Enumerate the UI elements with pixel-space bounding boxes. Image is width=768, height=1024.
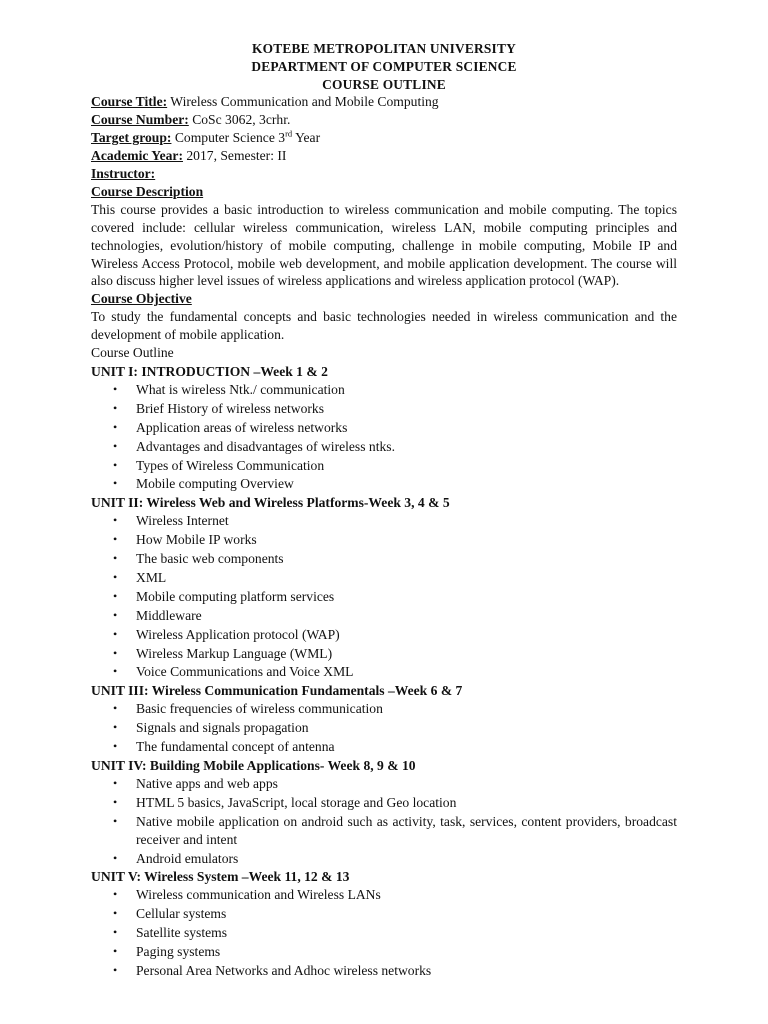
course-title-field (91, 93, 677, 111)
bullet-icon: • (113, 794, 118, 809)
bullet-icon: • (113, 925, 118, 940)
list-item-text: Native apps and web apps (136, 775, 278, 791)
unit-topic-list (91, 700, 677, 756)
bullet-icon: • (113, 513, 118, 528)
list-item (91, 626, 677, 644)
list-item-text: What is wireless Ntk./ communication (136, 381, 345, 397)
list-item-text: Middleware (136, 607, 202, 623)
list-item-text: Application areas of wireless networks (136, 419, 348, 435)
bullet-icon: • (113, 944, 118, 959)
university-name: KOTEBE METROPOLITAN UNIVERSITY (252, 41, 516, 56)
instructor-label: Instructor: (91, 166, 156, 182)
list-item-text: Personal Area Networks and Adhoc wireless networks (136, 962, 432, 978)
unit-heading: UNIT I: INTRODUCTION –Week 1 & 2 (91, 363, 328, 379)
list-item-text: The fundamental concept of antenna (136, 739, 335, 755)
course-title-label: Course Title: (91, 94, 168, 110)
list-item-text: How Mobile IP works (136, 532, 257, 548)
list-item-text: Satellite systems (136, 925, 227, 941)
bullet-icon: • (113, 457, 118, 472)
bullet-icon: • (113, 645, 118, 660)
bullet-icon: • (113, 381, 118, 396)
bullet-icon: • (113, 962, 118, 977)
list-item-text: Types of Wireless Communication (136, 457, 325, 473)
bullet-icon: • (113, 588, 118, 603)
list-item-text: HTML 5 basics, JavaScript, local storage and Geo location (136, 794, 457, 810)
course-number-value: CoSc 3062, 3crhr. (188, 112, 291, 128)
list-item (91, 663, 677, 681)
target-group-label: Target group: (91, 130, 172, 146)
bullet-icon: • (113, 400, 118, 415)
target-group-ordinal: rd (285, 128, 293, 139)
list-item-text: Paging systems (136, 944, 221, 960)
bullet-icon: • (113, 551, 118, 566)
list-item (91, 550, 677, 568)
list-item (91, 775, 677, 793)
academic-year-value: 2017, Semester: II (182, 148, 287, 164)
list-item (91, 924, 677, 942)
bullet-icon: • (113, 532, 118, 547)
list-item-text: Advantages and disadvantages of wireless ntks. (136, 438, 395, 454)
list-item (91, 813, 677, 849)
course-objective-text: To study the fundamental concepts and basic technologies needed in wireless communication and the development of mobile application. (91, 309, 677, 343)
list-item-text: XML (136, 569, 167, 585)
list-item-text: Native mobile application on android such as activity, task, services, content providers, broadcast receiver and intent (136, 813, 677, 847)
course-outline-document (91, 40, 677, 981)
course-title-value: Wireless Communication and Mobile Computing (167, 94, 439, 110)
academic-year-field (91, 147, 677, 165)
list-item-text: Brief History of wireless networks (136, 400, 325, 416)
list-item (91, 381, 677, 399)
list-item (91, 738, 677, 756)
course-outline-label: Course Outline (91, 345, 174, 361)
list-item-text: Basic frequencies of wireless communication (136, 701, 383, 717)
units-list (91, 363, 677, 980)
unit-heading: UNIT V: Wireless System –Week 11, 12 & 13 (91, 869, 350, 885)
list-item (91, 419, 677, 437)
list-item-text: Wireless Internet (136, 513, 229, 529)
bullet-icon: • (113, 569, 118, 584)
unit-heading: UNIT III: Wireless Communication Fundamentals –Week 6 & 7 (91, 683, 463, 699)
list-item-text: Wireless communication and Wireless LANs (136, 887, 381, 903)
list-item (91, 438, 677, 456)
bullet-icon: • (113, 701, 118, 716)
target-group-suffix: Year (292, 130, 321, 146)
list-item-text: The basic web components (136, 551, 284, 567)
list-item-text: Signals and signals propagation (136, 720, 309, 736)
course-number-label: Course Number: (91, 112, 189, 128)
department-name: DEPARTMENT OF COMPUTER SCIENCE (251, 58, 517, 74)
list-item (91, 400, 677, 418)
unit-heading: UNIT IV: Building Mobile Applications- Week 8, 9 & 10 (91, 758, 416, 774)
list-item-text: Mobile computing platform services (136, 588, 335, 604)
target-group-value: Computer Science 3 (171, 130, 286, 146)
bullet-icon: • (113, 813, 118, 828)
unit-topic-list (91, 381, 677, 493)
list-item-text: Mobile computing Overview (136, 476, 294, 492)
list-item (91, 588, 677, 606)
list-item (91, 531, 677, 549)
bullet-icon: • (113, 664, 118, 679)
bullet-icon: • (113, 775, 118, 790)
list-item (91, 850, 677, 868)
list-item-text: Cellular systems (136, 906, 227, 922)
list-item (91, 943, 677, 961)
list-item (91, 457, 677, 475)
list-item (91, 607, 677, 625)
target-group-field (91, 129, 677, 147)
list-item (91, 700, 677, 718)
list-item (91, 645, 677, 663)
list-item (91, 475, 677, 493)
bullet-icon: • (113, 419, 118, 434)
academic-year-label: Academic Year: (91, 148, 183, 164)
unit-heading: UNIT II: Wireless Web and Wireless Platforms-Week 3, 4 & 5 (91, 495, 450, 511)
list-item-text: Wireless Markup Language (WML) (136, 645, 333, 661)
list-item (91, 905, 677, 923)
bullet-icon: • (113, 438, 118, 453)
list-item-text: Wireless Application protocol (WAP) (136, 626, 340, 642)
unit-topic-list (91, 886, 677, 980)
bullet-icon: • (113, 720, 118, 735)
bullet-icon: • (113, 887, 118, 902)
bullet-icon: • (113, 476, 118, 491)
document-title: COURSE OUTLINE (322, 76, 446, 92)
list-item (91, 886, 677, 904)
unit-topic-list (91, 775, 677, 868)
list-item-text: Android emulators (136, 850, 239, 866)
bullet-icon: • (113, 906, 118, 921)
list-item (91, 794, 677, 812)
list-item-text: Voice Communications and Voice XML (136, 664, 354, 680)
list-item (91, 962, 677, 980)
course-description-heading: Course Description (91, 183, 204, 199)
list-item (91, 512, 677, 530)
course-description-text: This course provides a basic introduction to wireless communication and mobile computing. The topics covered include: cellular wireless communication, wireless LAN, mobile computing principles and technologies, evolution/history of mobile computing, challenge in mobile computing, Mobile IP and Wireless Access Protocol, mobile web development, and mobile application development. The course will also discuss higher level issues of wireless applications and wireless application protocol (WAP). (91, 201, 677, 289)
list-item (91, 569, 677, 587)
bullet-icon: • (113, 739, 118, 754)
instructor-field (91, 165, 677, 183)
list-item (91, 719, 677, 737)
unit-topic-list (91, 512, 677, 681)
bullet-icon: • (113, 626, 118, 641)
course-objective-heading: Course Objective (91, 291, 192, 307)
bullet-icon: • (113, 850, 118, 865)
bullet-icon: • (113, 607, 118, 622)
course-number-field (91, 111, 677, 129)
